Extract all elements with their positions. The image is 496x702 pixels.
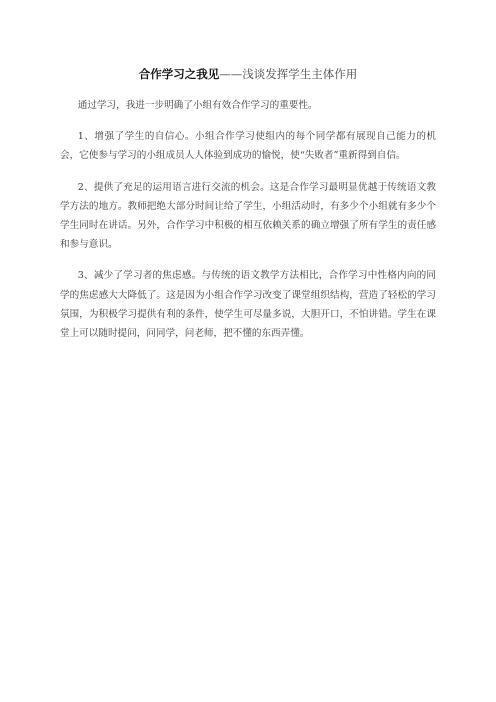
paragraph-point-3: 3、减少了学习者的焦虑感。与传统的语文教学方法相比，合作学习中性格内向的同学的焦虑感大大降低了。这是因为小组合作学习改变了课堂组织结构，营造了轻松的学习氛围，为积极学习提供有利的条件，使学生可尽量多说，大胆开口，不怕讲错。学生在课堂上可以随时提问，问同学，问老师，把不懂的东西弄懂。 bbox=[60, 270, 436, 340]
title-main: 合作学习之我见 bbox=[138, 67, 220, 81]
paragraph-point-2: 2、提供了充足的运用语言进行交流的机会。这是合作学习最明显优越于传统语文教学方法的地方。教师把绝大部分时间让给了学生，小组活动时，有多少个小组就有多少个学生同时在讲话。另外，合作学习中积极的相互依赖关系的确立增强了所有学生的责任感和参与意识。 bbox=[60, 181, 436, 251]
paragraph-intro: 通过学习，我进一步明确了小组有效合作学习的重要性。 bbox=[77, 100, 318, 111]
title-subtitle: ——浅谈发挥学生主体作用 bbox=[219, 67, 358, 81]
document-title bbox=[0, 66, 496, 82]
paragraph-point-1: 1、增强了学生的自信心。小组合作学习使组内的每个同学都有展现自己能力的机会，它使参与学习的小组成员人人体验到成功的愉悦，使“失败者”重新得到自信。 bbox=[60, 131, 436, 162]
document-body bbox=[60, 96, 436, 355]
